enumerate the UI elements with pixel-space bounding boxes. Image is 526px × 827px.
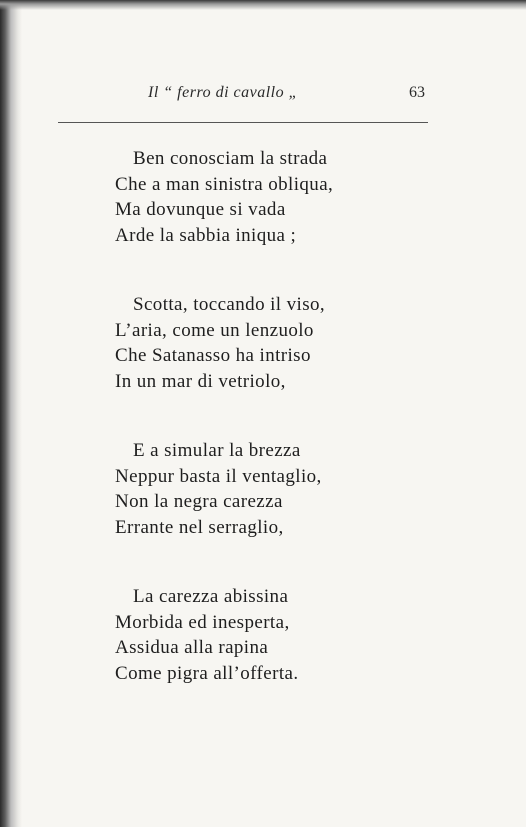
page-top-edge xyxy=(0,0,526,10)
page-header xyxy=(0,84,526,110)
verse-line: Scotta, toccando il viso, xyxy=(133,294,326,315)
verse-line: E a simular la brezza xyxy=(133,440,301,461)
verse-line: Assidua alla rapina xyxy=(115,637,269,658)
page-binding-edge xyxy=(0,0,22,827)
verse-line: Come pigra all’offerta. xyxy=(115,662,299,684)
poem xyxy=(115,146,415,730)
running-title: Il “ ferro di cavallo „ xyxy=(148,84,299,101)
verse-line: Che Satanasso ha intriso xyxy=(115,345,311,366)
verse-line: Neppur basta il ventaglio, xyxy=(115,465,322,487)
stanza xyxy=(115,292,415,394)
verse-line: Arde la sabbia iniqua ; xyxy=(115,224,297,246)
verse-line: Non la negra carezza xyxy=(115,491,283,512)
verse-line: In un mar di vetriolo, xyxy=(115,370,286,392)
verse-line: Che a man sinistra obliqua, xyxy=(115,173,334,195)
page-number: 63 xyxy=(409,84,425,101)
verse-line: La carezza abissina xyxy=(133,586,289,607)
stanza xyxy=(115,438,415,540)
verse-line: Morbida ed inesperta, xyxy=(115,611,290,633)
verse-line: Errante nel serraglio, xyxy=(115,516,284,538)
header-rule xyxy=(58,122,428,123)
verse-line: Ma dovunque si vada xyxy=(115,199,286,220)
verse-line: L’aria, come un lenzuolo xyxy=(115,319,314,341)
verse-line: Ben conosciam la strada xyxy=(133,148,328,169)
stanza xyxy=(115,584,415,686)
stanza xyxy=(115,146,415,248)
